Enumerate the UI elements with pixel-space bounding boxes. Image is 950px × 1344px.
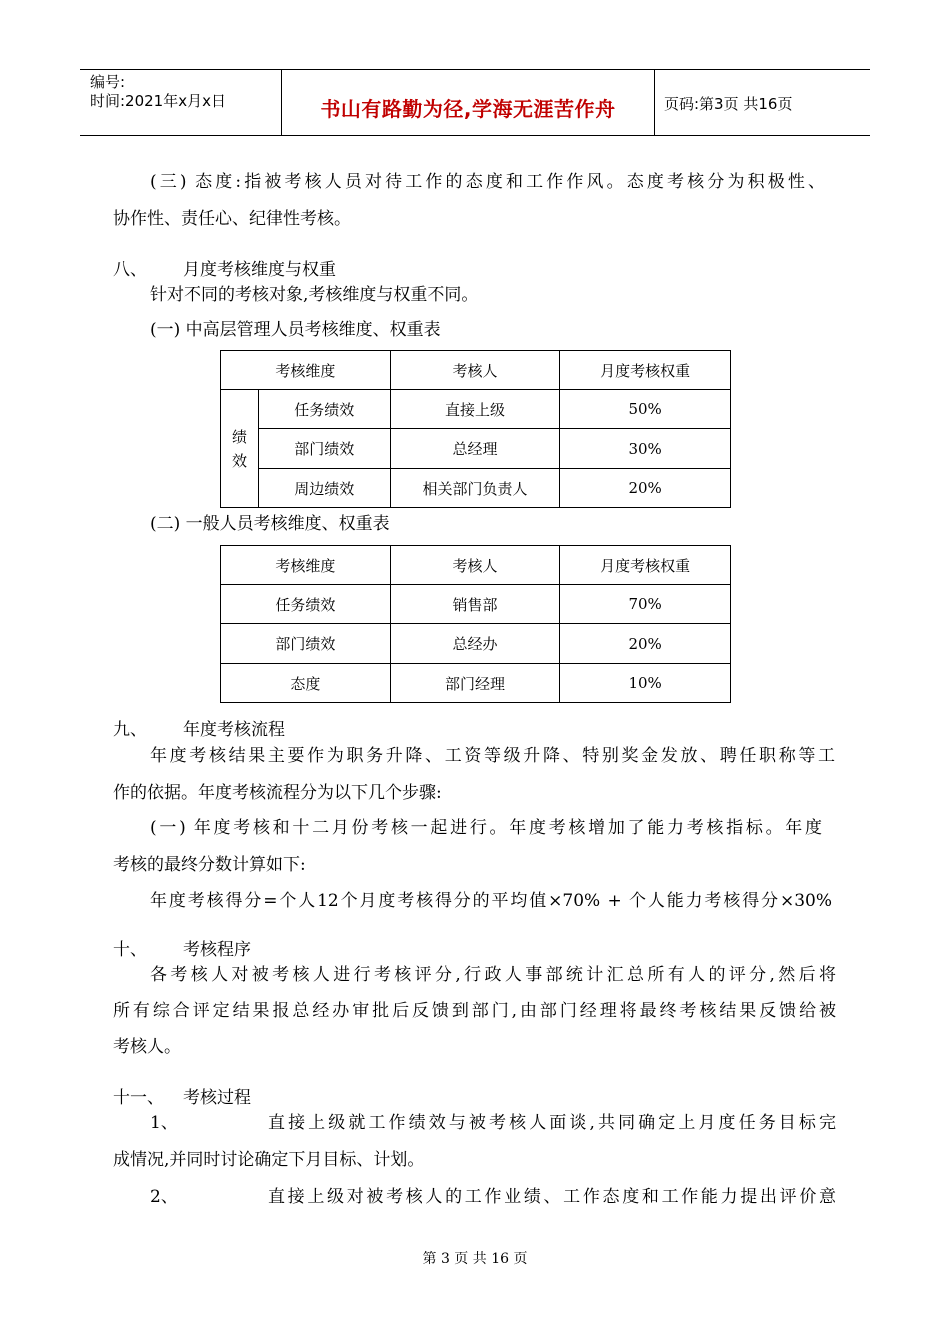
group-label-char1: 绩 [231,427,247,446]
sec9-title: 年度考核流程 [183,720,285,740]
serial-label: 编号: [90,73,126,91]
col-header-weight: 月度考核权重 [560,546,731,585]
col-header-dimension: 考核维度 [221,546,391,585]
sec10-line3: 考核人。 [113,1037,181,1057]
cell-dimension: 任务绩效 [258,390,390,429]
col-header-reviewer: 考核人 [390,546,560,585]
sec9-number: 九、 [113,720,147,740]
cell-reviewer: 部门经理 [390,664,560,703]
cell-weight: 10% [560,664,731,703]
sec10-title: 考核程序 [183,940,251,960]
sec11-item2-number: 2、 [150,1187,178,1207]
cell-dimension: 任务绩效 [221,585,391,624]
cell-reviewer: 总经理 [390,429,560,469]
sec9-para1-line1: 年度考核结果主要作为职务升降、工资等级升降、特别奖金发放、聘任职称等工 [150,746,835,766]
table-row [221,390,731,429]
sec9-para2-line2: 考核的最终分数计算如下: [113,855,306,875]
sec11-title: 考核过程 [183,1088,251,1108]
cell-dimension: 部门绩效 [221,624,391,664]
col-header-dimension: 考核维度 [221,351,391,390]
sec7-attitude-line1: (三) 态度:指被考核人员对待工作的态度和工作作风。态度考核分为积极性、 [150,172,825,192]
sec9-formula: 年度考核得分=个人12个月度考核得分的平均值×70% + 个人能力考核得分×30% [150,891,832,911]
table-header-row [221,351,731,390]
table-row [221,585,731,624]
sec9-para1-line2: 作的依据。年度考核流程分为以下几个步骤: [113,783,442,803]
group-cell-performance [221,390,259,508]
sec11-number: 十一、 [113,1088,164,1108]
sec11-item1-line1: 直接上级就工作绩效与被考核人面谈,共同确定上月度任务目标完 [268,1113,836,1133]
date-label: 时间:2021年x月x日 [90,92,226,110]
table-row [221,624,731,664]
table-row [221,664,731,703]
sec8-title: 月度考核维度与权重 [183,260,336,280]
sec8-sub1-heading: (一) 中高层管理人员考核维度、权重表 [150,320,441,340]
cell-reviewer: 销售部 [390,585,560,624]
sec8-sub2-heading: (二) 一般人员考核维度、权重表 [150,514,390,534]
header-motto: 书山有路勤为径,学海无涯苦作舟 [320,97,616,121]
sec11-item1-number: 1、 [150,1113,178,1133]
cell-reviewer: 相关部门负责人 [390,469,560,508]
cell-weight: 20% [560,469,731,508]
group-label-char2: 效 [231,451,247,470]
sec8-number: 八、 [113,260,147,280]
cell-dimension: 部门绩效 [258,429,390,469]
header-bottom-rule [80,135,870,136]
header-top-rule [80,69,870,70]
sec9-para2-line1: (一) 年度考核和十二月份考核一起进行。年度考核增加了能力考核指标。年度 [150,818,822,838]
table-general-weights [220,545,731,703]
cell-weight: 30% [560,429,731,469]
col-header-weight: 月度考核权重 [560,351,731,390]
cell-reviewer: 总经办 [390,624,560,664]
sec8-intro: 针对不同的考核对象,考核维度与权重不同。 [150,285,479,305]
cell-weight: 50% [560,390,731,429]
page-footer: 第 3 页 共 16 页 [422,1251,528,1267]
sec10-line1: 各考核人对被考核人进行考核评分,行政人事部统计汇总所有人的评分,然后将 [150,965,836,985]
header-divider-right [654,69,655,136]
cell-weight: 20% [560,624,731,664]
cell-dimension: 周边绩效 [258,469,390,508]
table-management-weights [220,350,731,508]
cell-dimension: 态度 [221,664,391,703]
cell-weight: 70% [560,585,731,624]
header-page-info: 页码:第3页 共16页 [664,95,793,113]
sec11-item2-line1: 直接上级对被考核人的工作业绩、工作态度和工作能力提出评价意 [268,1187,836,1207]
col-header-reviewer: 考核人 [390,351,560,390]
sec10-number: 十、 [113,940,147,960]
sec7-attitude-line2: 协作性、责任心、纪律性考核。 [113,209,351,229]
table-row [221,429,731,469]
sec11-item1-line2: 成情况,并同时讨论确定下月目标、计划。 [113,1150,425,1170]
sec10-line2: 所有综合评定结果报总经办审批后反馈到部门,由部门经理将最终考核结果反馈给被 [113,1001,836,1021]
table-header-row [221,546,731,585]
cell-reviewer: 直接上级 [390,390,560,429]
table-row [221,469,731,508]
